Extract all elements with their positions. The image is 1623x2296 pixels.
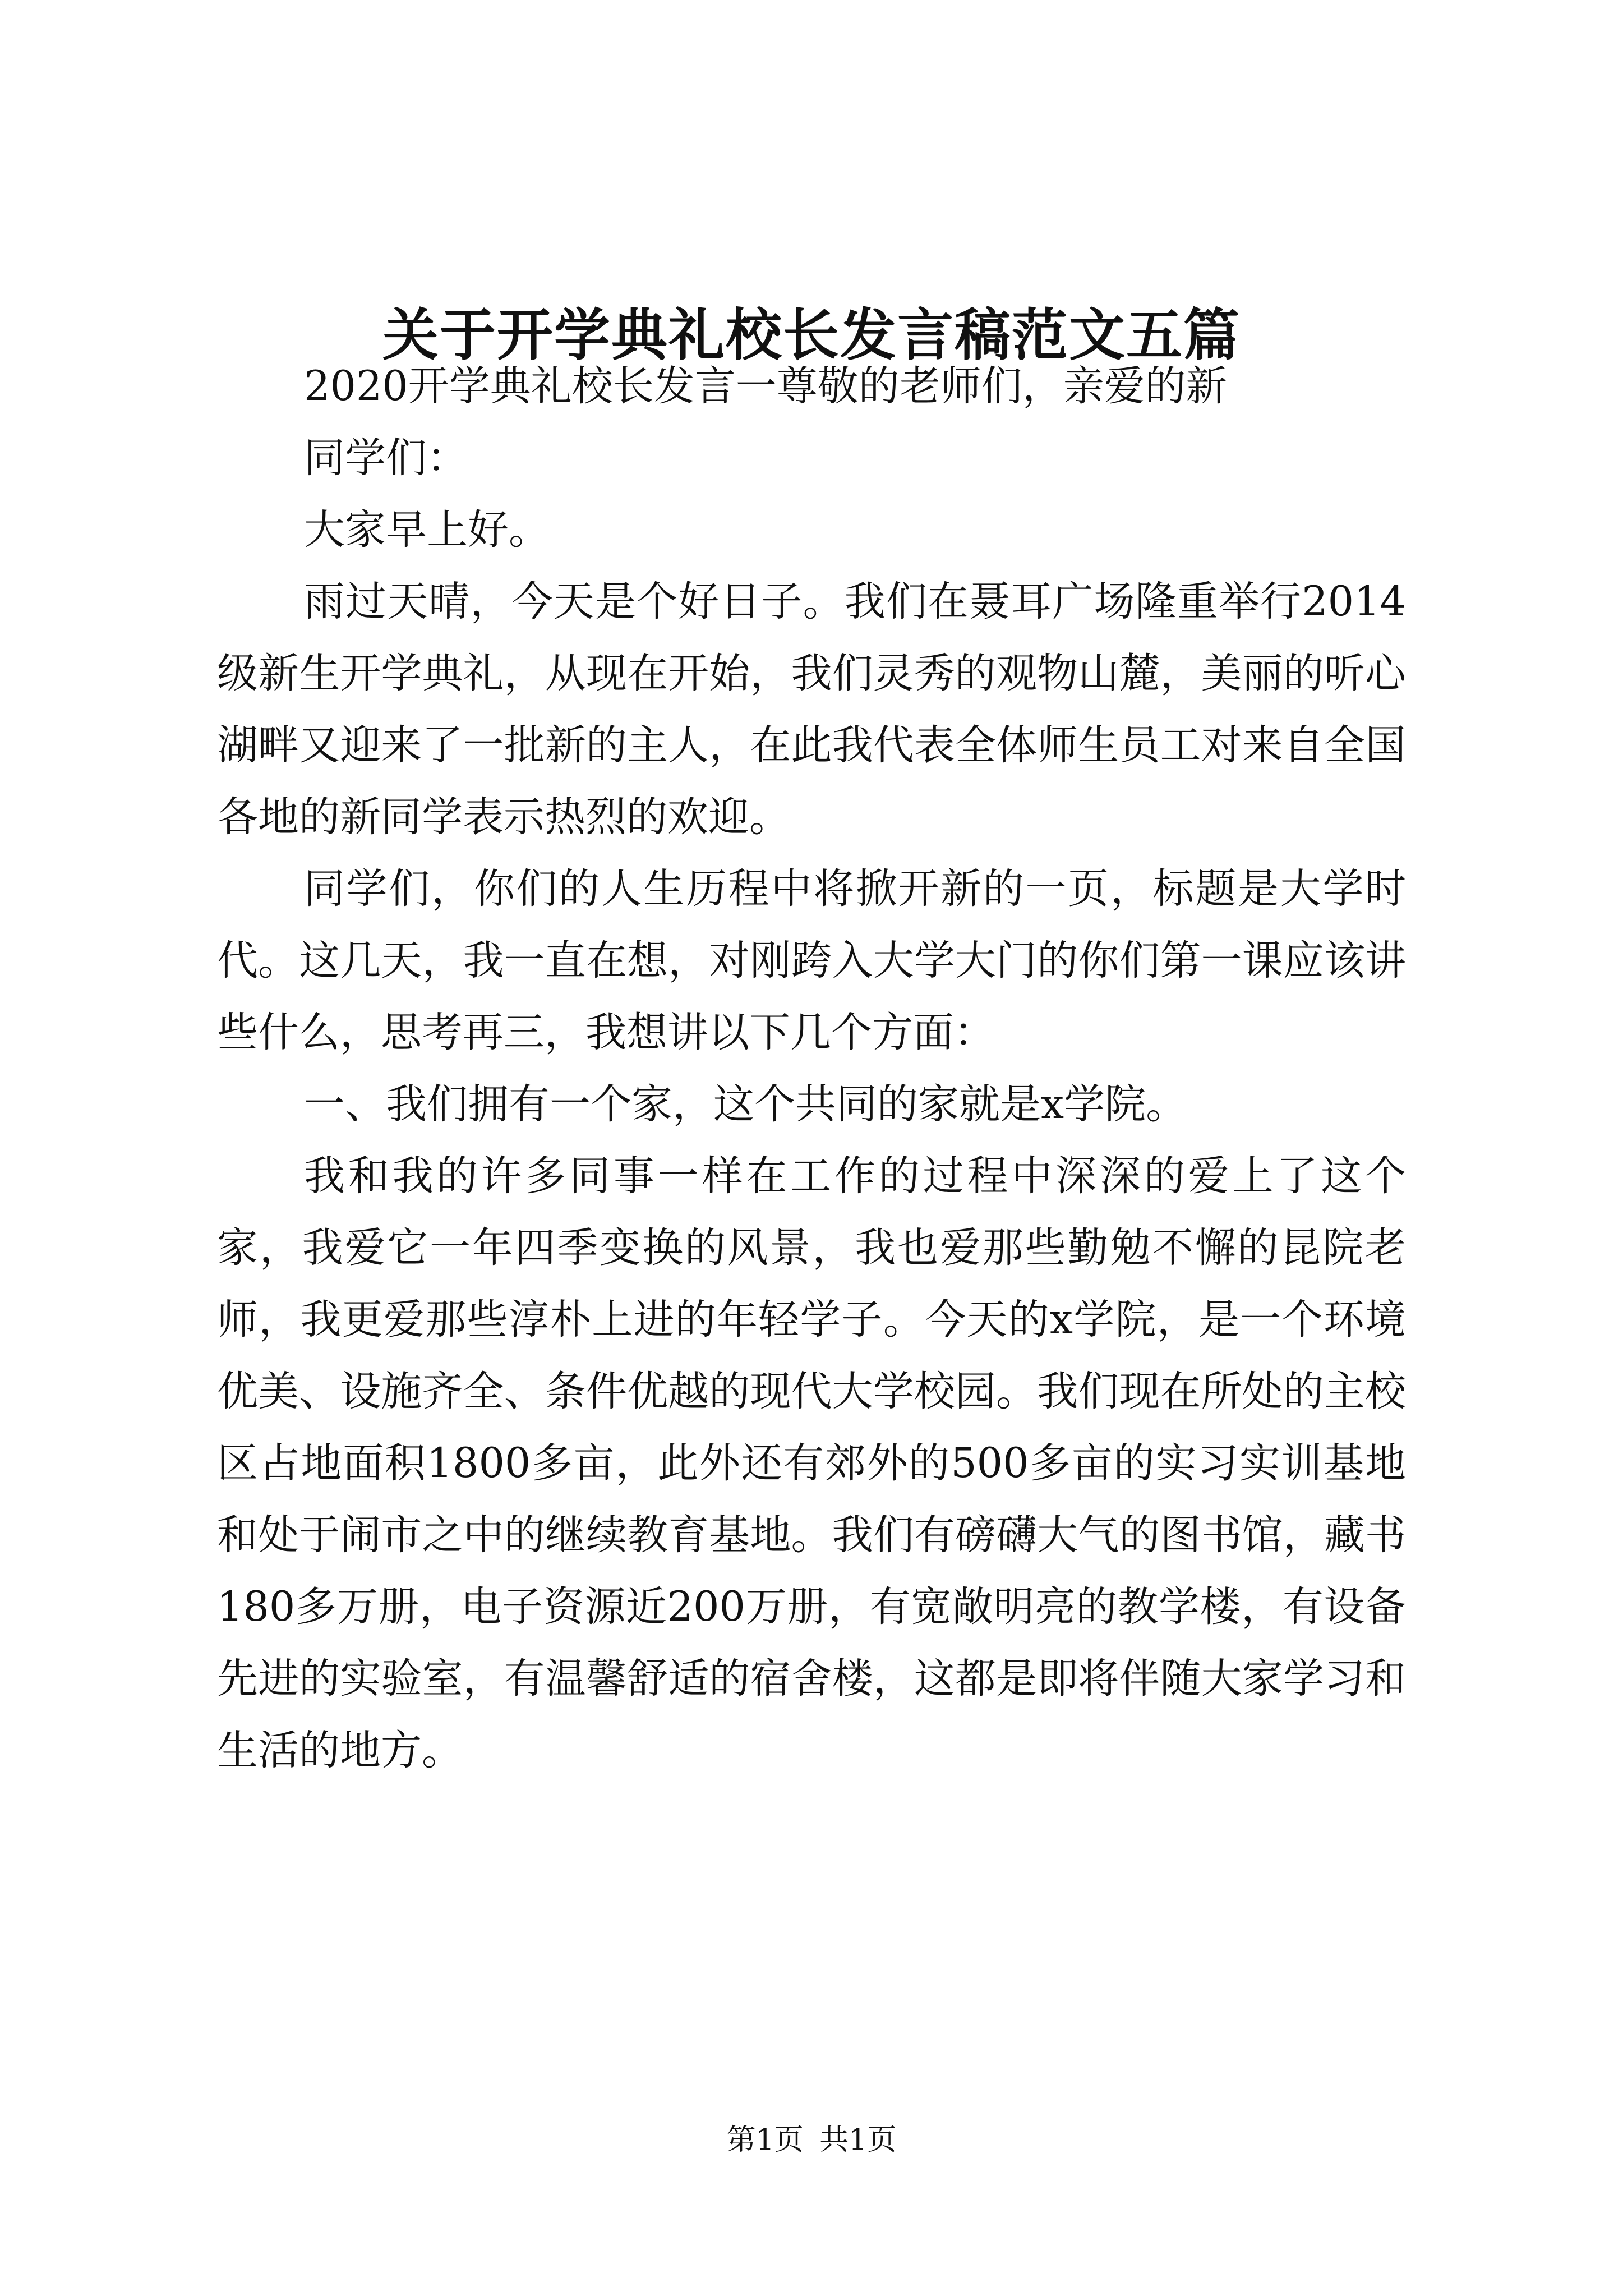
document-body [217,351,1406,1787]
page-footer [0,2118,1623,2162]
paragraph-greeting: 2020开学典礼校长发言一尊敬的老师们，亲爱的新 [304,362,1227,410]
paragraph-good-morning: 大家早上好。 [304,506,550,554]
document-title: 关于开学典礼校长发言稿范文五篇 [382,302,1241,368]
paragraph-campus: 我和我的许多同事一样在工作的过程中深深的爱上了这个家，我爱它一年四季变换的风景，我也爱那些勤勉不懈的昆院老师，我更爱那些淳朴上进的年轻学子。今天的x学院，是一个环境优美、设施齐全、条件优越的现代大学校园。我们现在所处的主校区占地面积1800多亩，此外还有郊外的500多亩的实习实训基地和处于闹市之中的继续教育基地。我们有磅礴大气的图书馆，藏书180多万册，电子资源近200万册，有宽敞明亮的教学楼，有设备先进的实验室，有温馨舒适的宿舍楼，这都是即将伴随大家学习和生活的地方。 [217,1152,1406,1774]
paragraph-welcome: 雨过天晴，今天是个好日子。我们在聂耳广场隆重举行2014级新生开学典礼，从现在开始，我们灵秀的观物山麓，美丽的听心湖畔又迎来了一批新的主人，在此我代表全体师生员工对来自全国各地的新同学表示热烈的欢迎。 [217,578,1406,841]
page-number: 第1页 [726,2123,804,2157]
paragraph-addressee: 同学们： [304,434,468,482]
page-total: 共1页 [819,2123,897,2157]
paragraph-new-page: 同学们，你们的人生历程中将掀开新的一页，标题是大学时代。这几天，我一直在想，对刚跨入大学大门的你们第一课应该讲些什么，思考再三，我想讲以下几个方面： [217,865,1406,1056]
paragraph-section-one: 一、我们拥有一个家，这个共同的家就是x学院。 [304,1080,1187,1128]
